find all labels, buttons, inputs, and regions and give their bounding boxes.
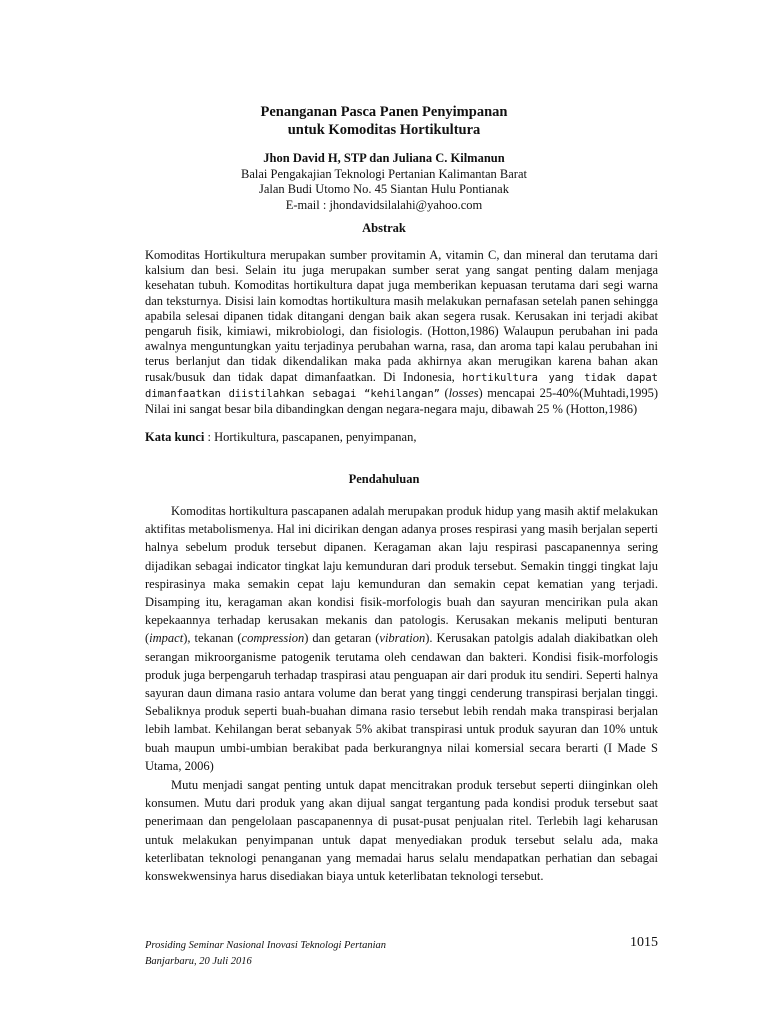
footer-proceedings: Prosiding Seminar Nasional Inovasi Teknologi Pertanian <box>145 940 387 951</box>
paper-title <box>0 103 768 139</box>
author-email: E-mail : jhondavidsilalahi@yahoo.com <box>285 197 483 212</box>
keywords-text: : Hortikultura, pascapanen, penyimpanan, <box>204 430 417 444</box>
p1-part-b: ), tekanan ( <box>183 631 242 646</box>
paragraph-2: Mutu menjadi sangat penting untuk dapat mencitrakan produk tersebut seperti diinginkan oleh konsumen. Mutu dari produk yang akan dijual sangat tergantung pada kondisi produk tersebut saat penerimaan dan pengelolaan pascapanennya di pusat-pusat penjualan ritel. Terlebih lagi keharusan untuk melakukan penyimpanan untuk dapat menyediakan produk tersebut selalu ada, maka keterlibatan teknologi penanganan yang memadai harus selalu mendapatkan perhatian dan sebagai konswekwensinya harus disediakan biaya untuk keterlibatan teknologi tersebut. <box>145 778 658 884</box>
p1-part-a: Komoditas hortikultura pascapanen adalah merupakan produk hidup yang masih aktif melakukan aktifitas metabolismenya. Hal ini dicirikan dengan adanya proses respirasi yang masih berjalan seperti halnya sebelum produk tersebut dipanen. Keragaman akan laju respirasi pascapanennya sering dijadikan sebagai indicator tingkat laju kemunduran dari produk tersebut. Semakin tinggi tingkat laju respirasinya maka semakin cepat laju kemunduran dan semakin cepat kematian yang terjadi. Disamping itu, keragaman akan kondisi fisik-morfologis buah dan sayuran mencirikan pula akan kepekaannya terhadap kerusakan mekanis dan patologis. Kerusakan mekanis meliputi benturan ( <box>145 504 658 646</box>
footer <box>145 938 658 970</box>
keywords-label: Kata kunci <box>145 430 205 444</box>
keywords <box>145 430 658 445</box>
abstract-part-1: Komoditas Hortikultura merupakan sumber provitamin A, vitamin C, dan mineral dan terutama dari kalsium dan besi. Selain itu juga merupakan sumber serat yang sangat penting dalam menjaga kesehatan tubuh. Komoditas hortikultura dapat juga memberikan kepuasan terutama dari segi warna dan teksturnya. Disisi lain komodtas hortikultura masih melakukan pernafasan setelah panen sehingga apabila selesai dipanen tidak ditangani dengan baik akan segera rusak. Kerusakan ini terjadi akibat pengaruh fisik, kimiawi, mikrobiologi, dan fisiologis. (Hotton,1986) Walaupun perubahan ini pada awalnya menguntungkan yaitu terjadinya perubahan warna, rasa, dan aroma tapi kalau perubahan ini terus berlanjut dan tidak dikendalikan maka pada akhirnya akan merugikan karena bahan akan rusak/busuk dan tidak dapat dimanfaatkan. Di Indonesia, <box>145 248 658 384</box>
title-line-1: Penanganan Pasca Panen Penyimpanan <box>260 104 508 120</box>
p1-compression: compression <box>241 631 305 646</box>
author-address: Jalan Budi Utomo No. 45 Siantan Hulu Pontianak <box>259 182 509 196</box>
p1-vibration: vibration <box>379 631 426 646</box>
section-heading: Pendahuluan <box>348 472 420 486</box>
abstract-part-2: hortikultura yang tidak dapat dimanfaatkan diistilahkan sebagai “kehilangan” <box>145 371 659 400</box>
paragraph-1 <box>145 502 658 775</box>
p1-part-c: ) dan getaran ( <box>304 631 380 646</box>
abstract-text <box>145 248 658 417</box>
abstract-heading: Abstrak <box>362 221 406 235</box>
page-number: 1015 <box>630 935 658 950</box>
author-names: Jhon David H, STP dan Juliana C. Kilmanun <box>263 151 505 165</box>
p1-part-d: ). Kerusakan patolgis adalah diakibatkan oleh serangan mikroorganisme patogenik terutama oleh cendawan dan bakteri. Kondisi fisik-morfologis produk juga berpengaruh terhadap traspirasi atau penguapan air dari produk itu sendiri. Seperti halnya sayuran daun dimana rasio antara volume dan berat yang tinggi cenderung transpirasi berjalan tinggi. Sebaliknya produk seperti buah-buahan dimana rasio tersebut lebih rendah maka transpirasi berjalan lebih lambat. Kehilangan berat sebanyak 5% akibat transpirasi untuk produk sayuran dan 10% untuk buah maupun umbi-umbian berakibat pada berkurangnya nilai komersial secara berarti (I Made S Utama, 2006) <box>145 631 658 773</box>
author-block <box>0 151 768 213</box>
author-affiliation: Balai Pengakajian Teknologi Pertanian Kalimantan Barat <box>241 166 527 181</box>
p1-impact: impact <box>149 631 184 646</box>
footer-date: Banjarbaru, 20 Juli 2016 <box>145 956 252 967</box>
abstract-losses: losses <box>448 385 479 400</box>
abstract-part-3: ( <box>439 385 449 400</box>
section-body <box>145 502 658 885</box>
title-line-2: untuk Komoditas Hortikultura <box>287 122 481 138</box>
abstract-part-4: ) mencapai 25-40%(Muhtadi,1995) Nilai ini sangat besar bila dibandingkan dengan negara-negara maju, dibawah 25 % (Hotton,1986) <box>145 385 658 417</box>
